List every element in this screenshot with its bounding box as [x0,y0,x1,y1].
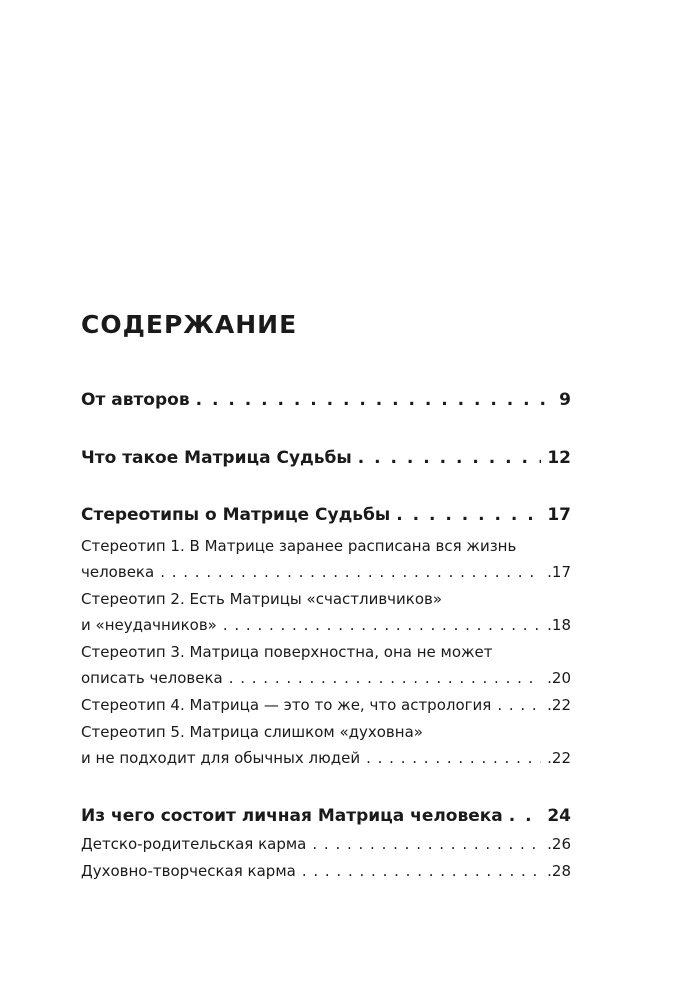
toc-page-number: .28 [547,862,571,880]
toc-entry-from-authors[interactable] [81,390,571,410]
toc-entry-what-is-matrix[interactable] [81,448,571,468]
toc-entry-label: От авторов [81,390,190,410]
toc-page-number: 17 [547,505,571,525]
leader-dots [229,669,541,687]
toc-entry-label: Стереотипы о Матрице Судьбы [81,505,391,525]
leader-dots [366,749,541,767]
toc-page-number: .17 [547,563,571,581]
leader-dots [358,448,542,468]
toc-entry-label: Детско-родительская карма [81,835,307,853]
toc-page-number: .26 [547,835,571,853]
toc-entry-label: Духовно-творческая карма [81,862,296,880]
toc-entry-label: Стереотип 5. Матрица слишком «духовна» [81,723,423,741]
leader-dots [312,835,541,853]
toc-entry-personal-matrix[interactable] [81,806,571,826]
toc-entry-label: Стереотип 3. Матрица поверхностна, она не может [81,643,493,661]
toc-page-number: .20 [547,669,571,687]
toc-page-number: .18 [547,616,571,634]
toc-entry-label: Что такое Матрица Судьбы [81,448,352,468]
leader-dots [223,616,541,634]
toc-entry-label: человека [81,563,155,581]
toc-entry-label: Стереотип 2. Есть Матрицы «счастливчиков» [81,590,443,608]
toc-entry-stereotype-5-line2[interactable] [81,749,571,767]
leader-dots [196,390,554,410]
toc-entry-label: и «неудачников» [81,616,217,634]
toc-entry-stereotype-4[interactable] [81,696,571,714]
toc-page-number: .22 [547,696,571,714]
toc-entry-label: описать человека [81,669,223,687]
leader-dots [396,505,541,525]
toc-page-number: 24 [547,806,571,826]
toc-page-number: .22 [547,749,571,767]
toc-entry-stereotype-2-line2[interactable] [81,616,571,634]
toc-page-number: 12 [547,448,571,468]
toc-entry-child-parent-karma[interactable] [81,835,571,853]
toc-entry-stereotype-1-line2[interactable] [81,563,571,581]
toc-entry-label: Из чего состоит личная Матрица человека [81,806,503,826]
toc-entry-stereotypes[interactable] [81,505,571,525]
toc-entry-stereotype-5-line1[interactable] [81,723,571,741]
toc-entry-stereotype-2-line1[interactable] [81,590,571,608]
toc-entry-spiritual-creative-karma[interactable] [81,862,571,880]
page-title: СОДЕРЖАНИЕ [81,310,298,339]
leader-dots [497,696,541,714]
toc-page-number: 9 [559,390,571,410]
toc-entry-stereotype-3-line1[interactable] [81,643,571,661]
toc-entry-label: Стереотип 4. Матрица — это то же, что астрология [81,696,492,714]
leader-dots [302,862,541,880]
toc-entry-label: и не подходит для обычных людей [81,749,361,767]
toc-entry-label: Стереотип 1. В Матрице заранее расписана вся жизнь [81,537,517,555]
leader-dots [160,563,541,581]
toc-entry-stereotype-3-line2[interactable] [81,669,571,687]
toc-entry-stereotype-1-line1[interactable] [81,537,571,555]
leader-dots [509,806,542,826]
